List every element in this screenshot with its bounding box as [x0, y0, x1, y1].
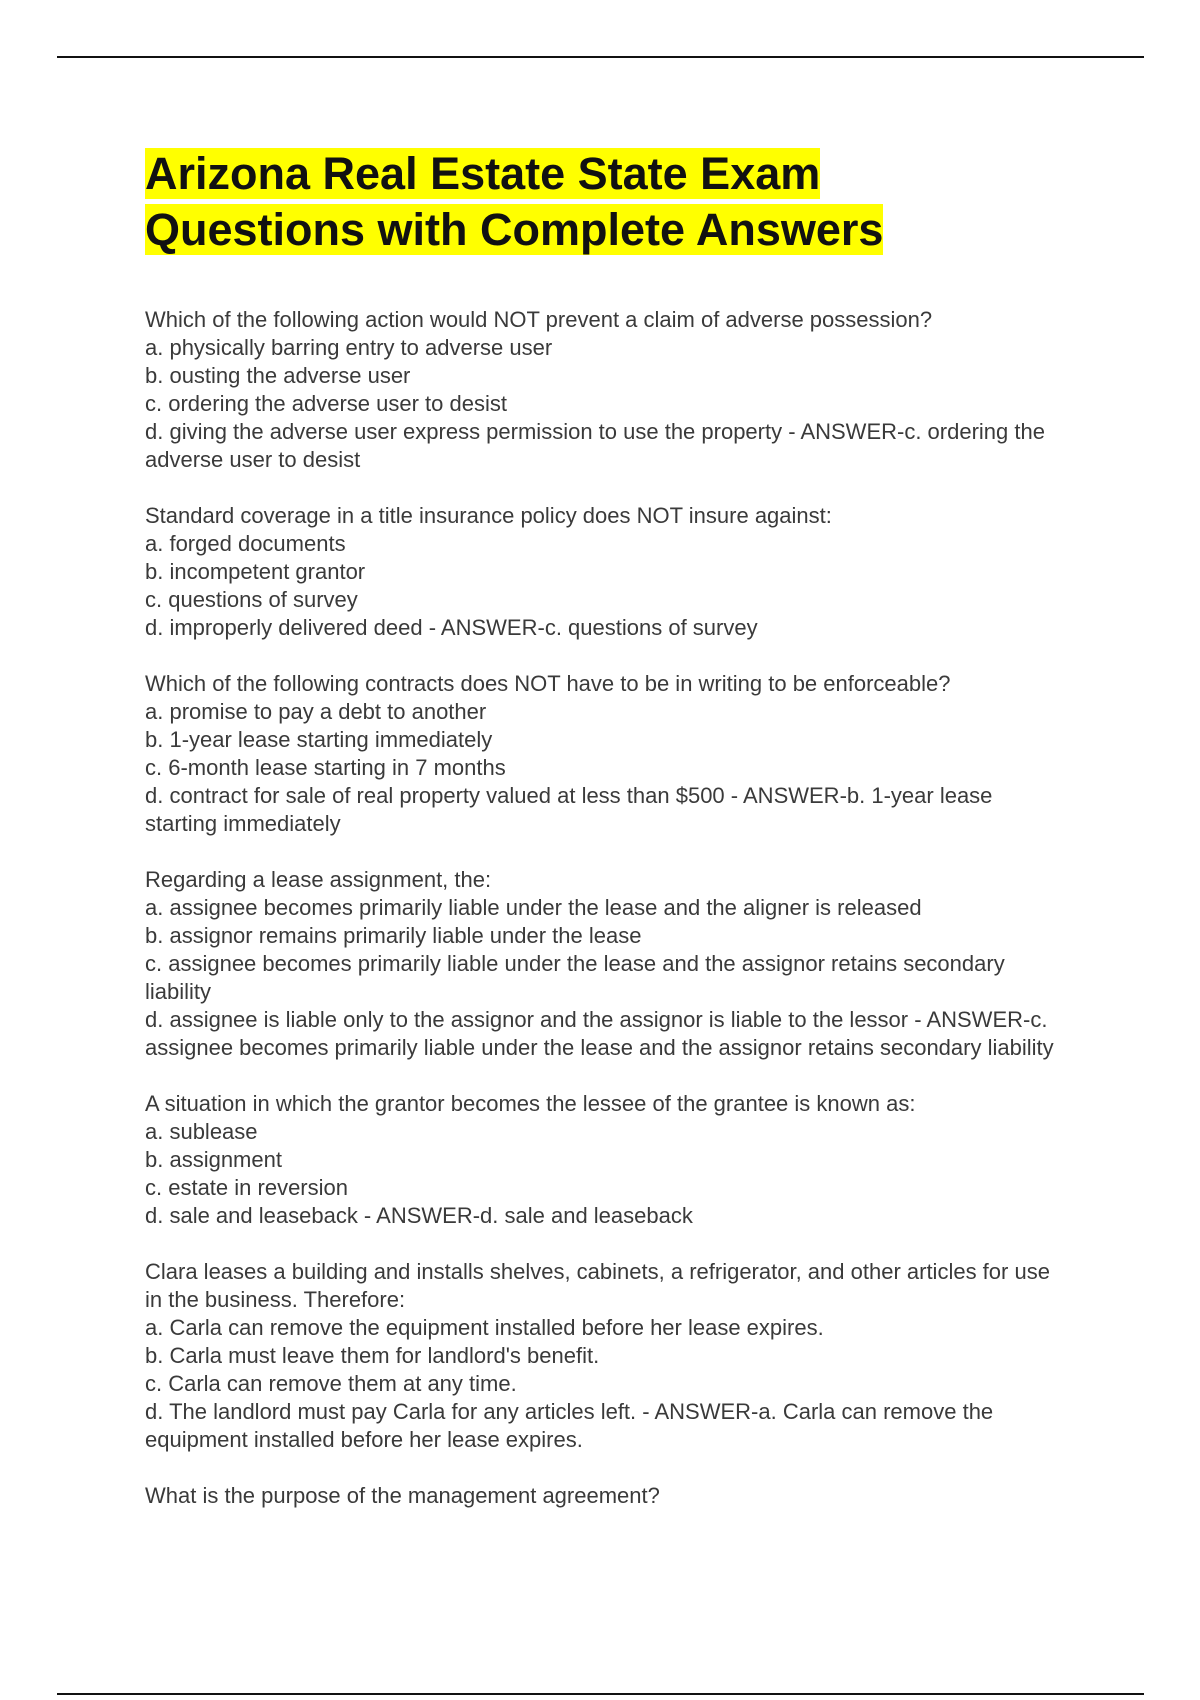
option-b: b. incompetent grantor	[145, 559, 366, 584]
option-b: b. 1-year lease starting immediately	[145, 727, 493, 752]
question-text: Which of the following action would NOT prevent a claim of adverse possession?	[145, 307, 933, 332]
option-c: c. Carla can remove them at any time.	[145, 1371, 517, 1396]
option-c: c. ordering the adverse user to desist	[145, 391, 507, 416]
question-text: A situation in which the grantor becomes the lessee of the grantee is known as:	[145, 1091, 916, 1116]
footer-rule	[57, 1693, 1144, 1695]
question-block	[145, 1090, 1065, 1230]
question-block	[145, 1482, 1065, 1510]
option-b: b. assignment	[145, 1147, 282, 1172]
question-text: Standard coverage in a title insurance policy does NOT insure against:	[145, 503, 832, 528]
question-block	[145, 306, 1065, 474]
option-a: a. promise to pay a debt to another	[145, 699, 487, 724]
option-c: c. questions of survey	[145, 587, 358, 612]
question-text: Clara leases a building and installs shelves, cabinets, a refrigerator, and other articles for use in the business. Therefore:	[145, 1259, 1050, 1312]
option-d-with-answer: d. The landlord must pay Carla for any articles left. - ANSWER-a. Carla can remove the equipment installed before her lease expires.	[145, 1399, 994, 1452]
option-a: a. sublease	[145, 1119, 258, 1144]
document-body	[145, 146, 1065, 1538]
option-b: b. ousting the adverse user	[145, 363, 411, 388]
option-d-with-answer: d. contract for sale of real property valued at less than $500 - ANSWER-b. 1-year lease starting immediately	[145, 783, 993, 836]
question-block	[145, 866, 1065, 1062]
title-line-2: Questions with Complete Answers	[145, 204, 884, 255]
option-a: a. assignee becomes primarily liable under the lease and the aligner is released	[145, 895, 922, 920]
option-a: a. physically barring entry to adverse user	[145, 335, 553, 360]
question-block	[145, 670, 1065, 838]
option-b: b. Carla must leave them for landlord's benefit.	[145, 1343, 600, 1368]
question-block	[145, 1258, 1065, 1454]
option-b: b. assignor remains primarily liable under the lease	[145, 923, 642, 948]
title-line-1: Arizona Real Estate State Exam	[145, 148, 821, 199]
option-d-with-answer: d. sale and leaseback - ANSWER-d. sale and leaseback	[145, 1203, 693, 1228]
question-text: Regarding a lease assignment, the:	[145, 867, 492, 892]
document-title	[145, 146, 1065, 258]
option-c: c. assignee becomes primarily liable under the lease and the assignor retains secondary liability	[145, 951, 1005, 1004]
option-d-with-answer: d. assignee is liable only to the assignor and the assignor is liable to the lessor - ANSWER-c. assignee becomes primarily liable under the lease and the assignor retains secondary liability	[145, 1007, 1054, 1060]
option-d-with-answer: d. giving the adverse user express permission to use the property - ANSWER-c. ordering the adverse user to desist	[145, 419, 1045, 472]
question-text: Which of the following contracts does NOT have to be in writing to be enforceable?	[145, 671, 951, 696]
question-list	[145, 306, 1065, 1510]
option-a: a. Carla can remove the equipment installed before her lease expires.	[145, 1315, 824, 1340]
question-text: What is the purpose of the management agreement?	[145, 1483, 660, 1508]
question-block	[145, 502, 1065, 642]
option-d-with-answer: d. improperly delivered deed - ANSWER-c. questions of survey	[145, 615, 758, 640]
option-a: a. forged documents	[145, 531, 346, 556]
option-c: c. 6-month lease starting in 7 months	[145, 755, 506, 780]
header-rule	[57, 56, 1144, 58]
option-c: c. estate in reversion	[145, 1175, 348, 1200]
